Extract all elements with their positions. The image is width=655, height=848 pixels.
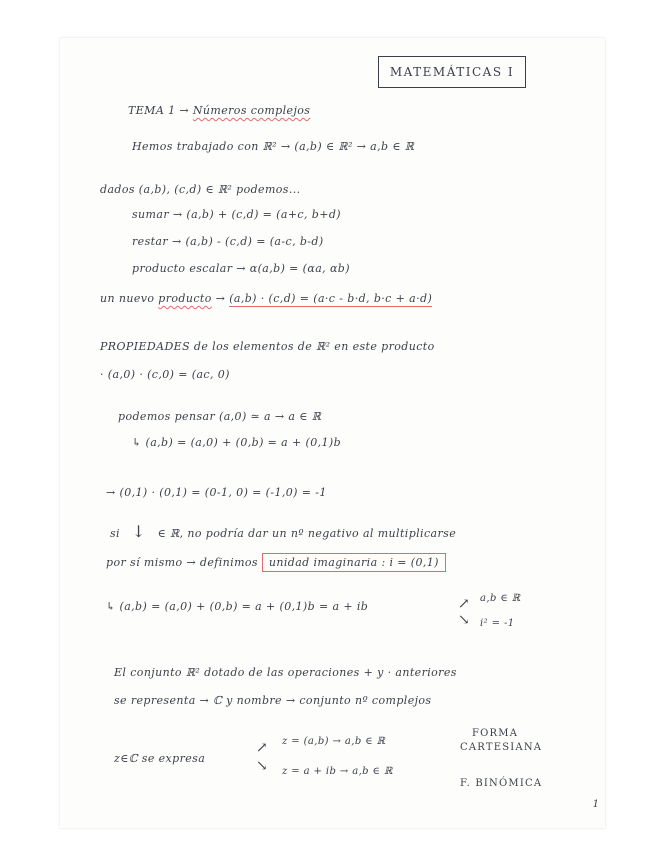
branch-down-icon: ↘ [256,758,268,774]
label-binomica: F. BINÓMICA [460,778,543,789]
form-binomial: z = a + ib → a,b ∈ ℝ [282,766,393,777]
notebook-page [60,38,605,828]
line-i-squared: → (0,1) · (0,1) = (0-1, 0) = (-1,0) = -1 [106,486,327,499]
line-expression: z∈ℂ se expresa [114,752,206,765]
new-product-formula: (a,b) · (c,d) = (a·c - b·d, b·c + a·d) [229,292,433,305]
line-scalar: producto escalar → α(a,b) = (αa, αb) [132,262,350,275]
branch-up-icon: ↗ [458,596,470,612]
topic-name: Números complejos [192,104,311,117]
line-properties: PROPIEDADES de los elementos de ℝ² en este producto [100,340,435,353]
line-sub: restar → (a,b) - (c,d) = (a-c, b-d) [132,235,324,248]
line-property-1: · (a,0) · (c,0) = (ac, 0) [100,368,230,381]
line-final-form: ↳ (a,b) = (a,0) + (0,b) = a + (0,1)b = a + ib [106,600,369,613]
label-cartesiana: CARTESIANA [460,742,543,753]
form-cartesian: z = (a,b) → a,b ∈ ℝ [282,736,386,747]
condition-real: a,b ∈ ℝ [480,593,521,604]
si-rest: ∈ ℝ, no podría dar un nº negativo al multiplicarse [157,527,457,540]
new-product-intro: un nuevo [100,292,155,305]
line-think: podemos pensar (a,0) ≃ a → a ∈ ℝ [118,410,322,423]
down-arrow-icon: ↓ [131,522,146,541]
si-word: si [110,527,120,540]
branch-up-icon: ↗ [256,740,268,756]
new-product-word: producto [158,292,212,305]
label-forma: FORMA [472,728,519,739]
line-si [110,522,456,541]
line-set-1: El conjunto ℝ² dotado de las operaciones + y · anteriores [114,666,457,679]
line-sum: sumar → (a,b) + (c,d) = (a+c, b+d) [132,208,341,221]
topic-prefix: TEMA 1 → [128,104,189,117]
line-decomposition: ↳ (a,b) = (a,0) + (0,b) = a + (0,1)b [132,436,342,449]
branch-down-icon: ↘ [458,612,470,628]
imaginary-unit-box: unidad imaginaria : i = (0,1) [262,553,446,572]
line-new-product [100,292,432,305]
new-product-arrow: → [215,292,226,305]
topic-line [128,104,310,117]
line-dados: dados (a,b), (c,d) ∈ ℝ² podemos... [100,183,301,196]
page-title: MATEMÁTICAS I [378,56,526,88]
condition-i-squared: i² = -1 [480,618,515,629]
por-si-text: por sí mismo → definimos [106,556,258,569]
line-r2: Hemos trabajado con ℝ² → (a,b) ∈ ℝ² → a,b ∈ ℝ [132,140,415,153]
line-set-2: se representa → ℂ y nombre → conjunto nº complejos [114,694,432,707]
line-por-si [106,556,446,569]
page-number: 1 [592,799,599,810]
